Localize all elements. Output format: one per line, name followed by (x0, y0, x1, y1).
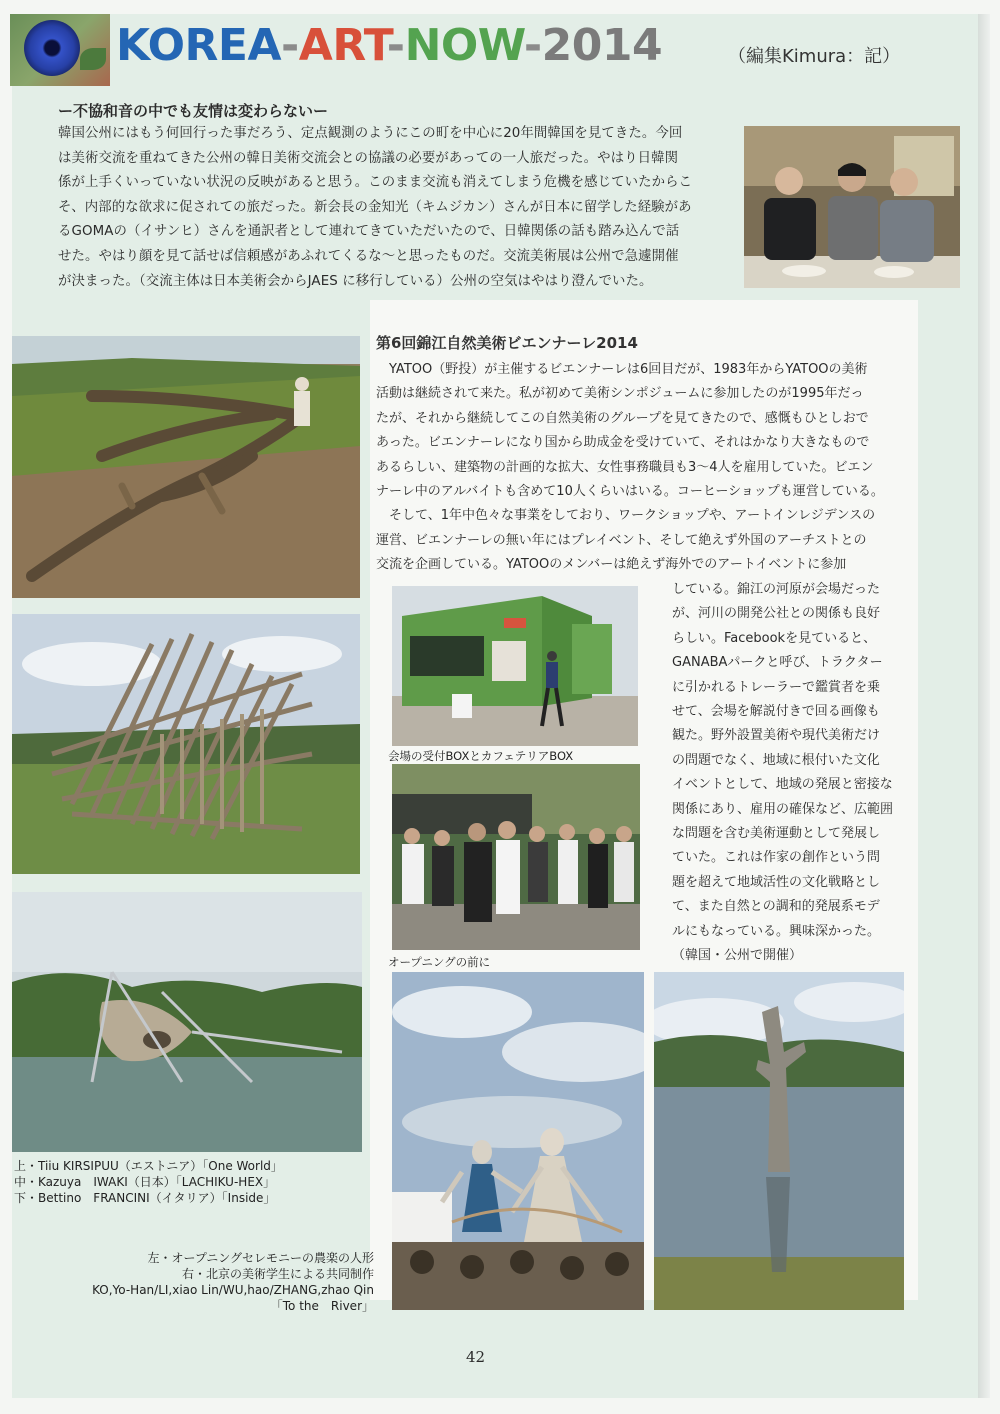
flower-logo-image (10, 14, 110, 86)
leaf-icon (80, 48, 106, 70)
caption-opening: オープニングの前に (388, 955, 491, 969)
page-edge (978, 14, 990, 1398)
editor-note: （編集Kimura：記） (728, 46, 901, 67)
photo-to-the-river-pillar (654, 972, 904, 1310)
photo-one-world-wood-sculpture (12, 336, 360, 598)
article-body-narrow: している。錦江の河原が会場だった が、河川の開発公社との関係も良好 らしい。Facebookを見ていると、 GANABAパークと呼び、トラクター に引かれるトレーラーで鑑賞者を乗 せて、会場を解説付きで回る画像も 観た。野外設置美術や現代美術だけ の問題でなく、地域に根付いた文化 イベントとして、地域の発展と密接な 関係にあり、雇用の確保など、広範囲 な問題を含む美術運動として発展し ていた。これは作家の創作という問 題を超えて地域活性の文化戦略とし て、また自然との調和的発展系モデ ルにもなっている。興味深かった。 （韓国・公州で開催） (672, 582, 894, 964)
caption-booth: 会場の受付BOXとカフェテリアBOX (388, 749, 574, 763)
photo-ceremony-puppet-figures (392, 972, 644, 1310)
photo-before-opening-crowd (392, 764, 640, 950)
article-title: 第6回錦江自然美術ビエンナーレ2014 (376, 334, 638, 352)
flower-icon (24, 20, 80, 76)
page-number: 42 (466, 1348, 486, 1366)
caption-left-works: 上・Tiiu KIRSIPUU（エストニア）「One World」 中・Kazuya IWAKI（日本）「LACHIKU-HEX」 下・Bettino FRANCINI（イタリア）「Inside」 (14, 1159, 283, 1205)
photo-inside-river-sculpture (12, 892, 362, 1152)
intro-text: 韓国公州にはもう何回行った事だろう、定点観測のようにこの町を中心に20年間韓国を見てきた。今回 は美術交流を重ねてきた公州の韓日美術交流会との協議の必要があっての一人旅だった。やはり日韓関 係が上手くいっていない状況の反映があると思う。このまま交流も消えてしまう危機を感じていたからこ そ、内部的な欲求に促されての旅だった。新会長の金知光（キムジカン）さんが日本に留学した経験があ るGOMAの（イサンヒ）さんを通訳者として連れてきていただいたので、日韓関係の話も踏み込んで話 せた。やはり顔を見て話せば信頼感があふれてくるな〜と思ったものだ。交流美術展は公州で急遽開催 が決まった。（交流主体は日本美術会からJAES に移行している）公州の空気はやはり澄んでいた。 (58, 126, 693, 289)
page-title: KOREA-ART-NOW-2014 (116, 20, 663, 71)
photo-reception-cafeteria-box (392, 586, 638, 746)
photo-lachiku-hex-sculpture (12, 614, 360, 874)
photo-three-men (744, 126, 960, 288)
caption-center-works: 左・オープニングセレモニーの農楽の人形 右・北京の美術学生による共同制作 KO,Yo-Han/LI,xiao Lin/WU,hao/ZHANG,zhao Qin 「To the River」 (92, 1251, 374, 1313)
intro-subhead: ー不協和音の中でも友情は変わらないー (58, 102, 329, 120)
article-body: YATOO（野投）が主催するビエンナーレは6回目だが、1983年からYATOOの美術 活動は継続されて来た。私が初めて美術シンポジュームに参加したのが1995年だっ たが、それから継続してこの自然美術のグループを見てきたので、感慨もひとしおで あった。ビエンナーレになり国から助成金を受けていて、それはかなり大きなもので あるらしい、建築物の計画的な拡大、女性事務職員も3〜4人を雇用していた。ビエン ナーレ中のアルバイトも含めて10人くらいはいる。コーヒーショップも運営している。 そして、1年中色々な事業をしており、ワークショップや、アートインレジデンスの 運営、ビエンナーレの無い年にはプレイベント、そして絶えず外国のアーチストとの 交流を企画している。YATOOのメンバーは絶えず海外でのアートイベントに参加 (376, 362, 884, 573)
